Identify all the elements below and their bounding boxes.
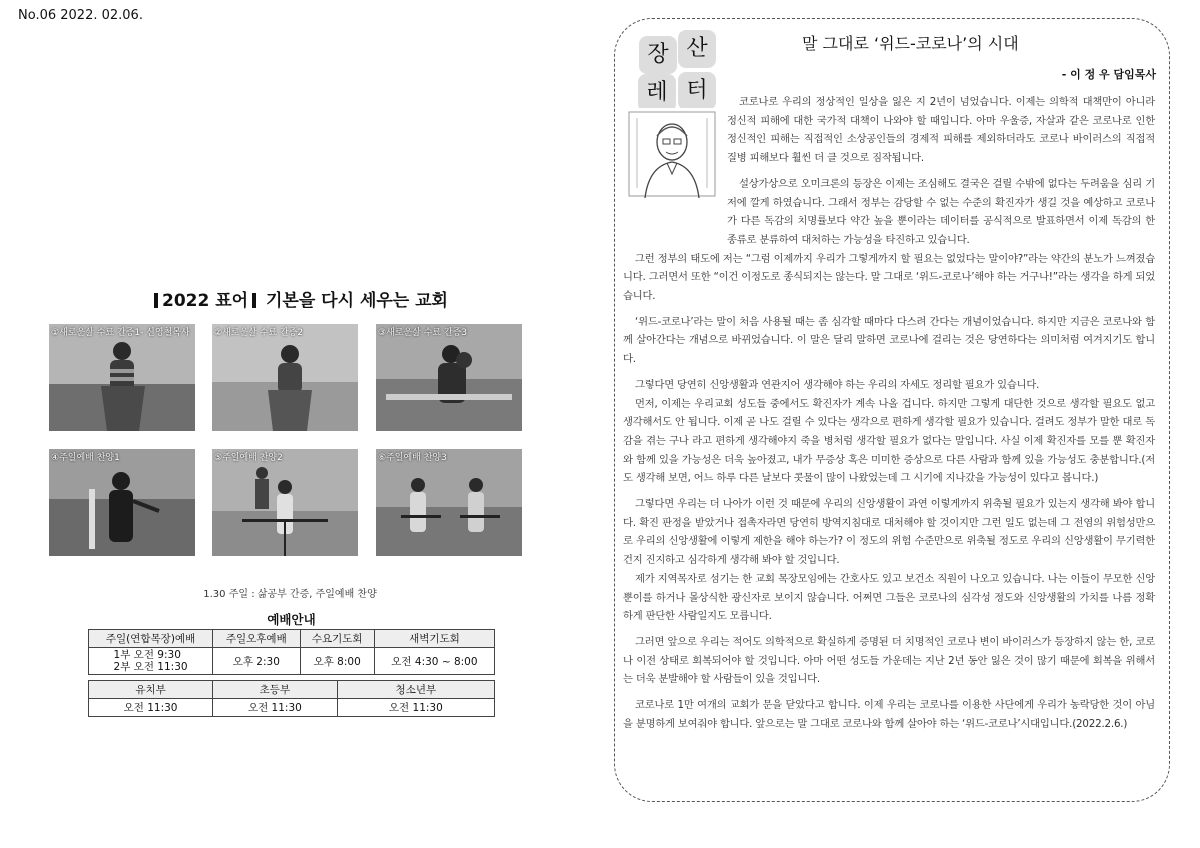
- worship-sunday-times: [89, 648, 213, 675]
- letter-paragraph: ‘위드-코로나’라는 말이 처음 사용될 때는 좀 심각할 때마다 다스려 간다는 개념이었습니다. 하지만 지금은 코로나와 함께 살아간다는 개념으로 바뀌었습니다. 이 말은 달리 말하면 코로나에 걸리는 것은 당연하다는 의미처럼 여겨지기도 합니다.: [623, 315, 1155, 366]
- photo-caption-5: ⑤주일예배 찬양2: [214, 453, 283, 463]
- photo-caption-1: ①새로운삶 수료 간증1- 신영철목사: [51, 328, 190, 338]
- worship-wednesday-time: 오후 8:00: [300, 648, 374, 675]
- stamp-char-2: 산: [678, 30, 716, 68]
- worship-schedule-table: [88, 610, 495, 717]
- letter-body: [623, 93, 1155, 793]
- photo-group-caption: 1.30 주일 : 삶공부 간증, 주일예배 찬양: [203, 589, 377, 600]
- dept-header-kindergarten: 유치부: [89, 681, 213, 699]
- dept-header-elementary: 초등부: [213, 681, 338, 699]
- worship-header-wednesday: 수요기도회: [300, 630, 374, 648]
- photo-worship-1: [49, 449, 195, 556]
- letter-paragraph: 설상가상으로 오미크론의 등장은 이제는 조심해도 결국은 걸릴 수밖에 없다는 두려움을 심리 기저에 깔게 하였습니다. 그래서 정부는 감당할 수 없는 수준의 확진자가 생길 것을 예상하고 코로나가 다른 독감의 치명률보다 약간 높을 뿐이라는 데이터를 공식적으로 발표하면서 이제 독감의 한 종류로 분류하여 대처하는 가능성을 타진하고 있습니다.: [727, 177, 1155, 246]
- photo-worship-3: [376, 449, 522, 556]
- church-motto: [150, 286, 448, 311]
- worship-sunday-first: 1부 오전 9:30: [113, 649, 181, 661]
- motto-bar-left: [154, 293, 158, 308]
- worship-header-dawn: 새벽기도회: [374, 630, 494, 648]
- motto-year: 2022 표어: [162, 291, 249, 311]
- letter-paragraph: 먼저, 이제는 우리교회 성도들 중에서도 확진자가 계속 나올 겁니다. 하지만 그렇게 대단한 것으로 생각할 필요도 없고 생각해서도 안 됩니다. 이제 곧 나도 걸릴 수 있다는 생각으로 편하게 생각할 필요가 있습니다. 걸려도 정부가 말한 대로 독감을 겪는 구나 라고 편하게 생각해야지 죽을 병처럼 생각할 필요가 없다는 말입니다. 사실 이제 확진자를 모를 뿐 확진자와 함께 있을 가능성은 더욱 높아졌고, 내가 무증상 혹은 미미한 증상으로 다른 사람과 함께 있을 가능성도 충분합니다.(저도 생각해 보면, 어느 하루 다른 날보다 콧물이 많이 나왔었는데 그 시기에 지나갔을 가능성이 있다고 봅니다.): [623, 397, 1155, 485]
- letter-author: - 이 정 우 담임목사: [1061, 68, 1156, 81]
- photo-testimony-2: [212, 324, 358, 431]
- stamp-char-1: 장: [639, 36, 677, 74]
- letter-paragraph: 제가 지역목자로 섬기는 한 교회 목장모임에는 간호사도 있고 보건소 직원이 나오고 있습니다. 나는 이들이 무모한 신앙뿐이를 하거나 몰상식한 광신자로 보이지 않습니다. 어쩌면 그들은 코로나의 심각성 정도와 신앙생활의 가치를 나름 정확하게 판단한 사람일지도 모릅니다.: [623, 572, 1155, 623]
- dept-youth-time: 오전 11:30: [337, 699, 494, 717]
- photo-worship-2-image: [212, 449, 358, 556]
- photo-caption-4: ④주일예배 찬양1: [51, 453, 120, 463]
- motto-text: 기본을 다시 세우는 교회: [266, 291, 448, 311]
- photo-worship-2: [212, 449, 358, 556]
- dept-header-youth: 청소년부: [337, 681, 494, 699]
- motto-bar-right: [252, 293, 256, 308]
- stamp-char-4: 터: [678, 72, 716, 110]
- worship-header-afternoon: 주일오후예배: [213, 630, 300, 648]
- issue-number: No.06 2022. 02.06.: [18, 8, 143, 23]
- worship-header-sunday: 주일(연합목장)예배: [89, 630, 213, 648]
- stamp-char-3: 레: [638, 74, 676, 112]
- letter-title: 말 그대로 ‘위드-코로나’의 시대: [802, 34, 1019, 53]
- letter-paragraph: 그렇다면 당연히 신앙생활과 연관지어 생각해야 하는 우리의 자세도 정리할 필요가 있습니다.: [635, 378, 1040, 391]
- worship-afternoon-time: 오후 2:30: [213, 648, 300, 675]
- photo-testimony-1: [49, 324, 195, 431]
- letter-paragraph: 그런 정부의 태도에 저는 “그럼 이제까지 우리가 그렇게까지 할 필요는 없었다는 말이야?”라는 약간의 분노가 느껴졌습니다. 그러면서 또한 “이건 이정도로 종식되지는 않는다. 말 그대로 ‘위드-코로나’해야 하는 거구나!”라는 생각을 하게 되었습니다.: [623, 252, 1155, 303]
- photo-testimony-1-image: [49, 324, 195, 431]
- worship-dawn-time: 오전 4:30 ~ 8:00: [374, 648, 494, 675]
- photo-testimony-2-image: [212, 324, 358, 431]
- letter-paragraph: 코로나로 1만 여개의 교회가 문을 닫았다고 합니다. 이제 우리는 코로나를 이용한 사단에게 우리가 농락당한 것이 아님을 분명하게 보여줘야 합니다. 앞으로는 말 그대로 코로나와 함께 살아야 하는 ‘위드-코로나’시대입니다.(2022.2.6.): [623, 699, 1155, 730]
- dept-elementary-time: 오전 11:30: [213, 699, 338, 717]
- photo-caption-3: ③새로운삶 수료 간증3: [378, 328, 468, 338]
- photo-testimony-3: [376, 324, 522, 431]
- dept-kindergarten-time: 오전 11:30: [89, 699, 213, 717]
- worship-sunday-second: 2부 오전 11:30: [113, 661, 188, 673]
- photo-testimony-3-image: [376, 324, 522, 431]
- photo-caption-6: ⑥주일예배 찬양3: [378, 453, 447, 463]
- worship-sunday-times-lines: [114, 649, 188, 673]
- photo-worship-3-image: [376, 449, 522, 556]
- photo-worship-1-image: [49, 449, 195, 556]
- letter-paragraph: 그러면 앞으로 우리는 적어도 의학적으로 확실하게 증명된 더 치명적인 코로나 변이 바이러스가 등장하지 않는 한, 코로나 이전 상태로 회복되어야 할 것입니다. 아마 어떤 성도들 가운데는 지난 2년 동안 잃은 것이 많기 때문에 회복을 위해서는 더욱 분발해야 할 사람들이 있을 것입니다.: [623, 635, 1155, 686]
- letter-paragraph: 코로나로 우리의 정상적인 일상을 잃은 지 2년이 넘었습니다. 이제는 의학적 대책만이 아니라 정신적 피해에 대한 국가적 대책이 나와야 할 때입니다. 아마 우울증, 자살과 같은 코로나로 인한 정신적인 피해는 직접적인 소상공인들의 경제적 피해를 제외하더라도 코로나 바이러스의 직접적 질병 피해보다 훨씬 더 클 것으로 짐작됩니다.: [727, 96, 1155, 165]
- photo-grid: [49, 324, 495, 558]
- letter-paragraph: 그렇다면 우리는 더 나아가 이런 것 때문에 우리의 신앙생활이 과연 이렇게까지 위축될 필요가 있는지 생각해 봐야 합니다. 확진 판정을 받았거나 접촉자라면 당연히 방역지침대로 대처해야 할 것이지만 그런 일도 없는데 그 전염의 위험성만으로 우리의 신앙생활에 이렇게 제한을 해야 하는가? 이 정도의 위험 수준만으로 위축될 정도로 우리의 신앙생활이 무기력한 건지 진지하고 심각하게 생각해 봐야 할 것입니다.: [623, 498, 1155, 567]
- worship-title: 예배안내: [89, 610, 495, 630]
- photo-caption-2: ②새로운삶 수료 간증2: [214, 328, 304, 338]
